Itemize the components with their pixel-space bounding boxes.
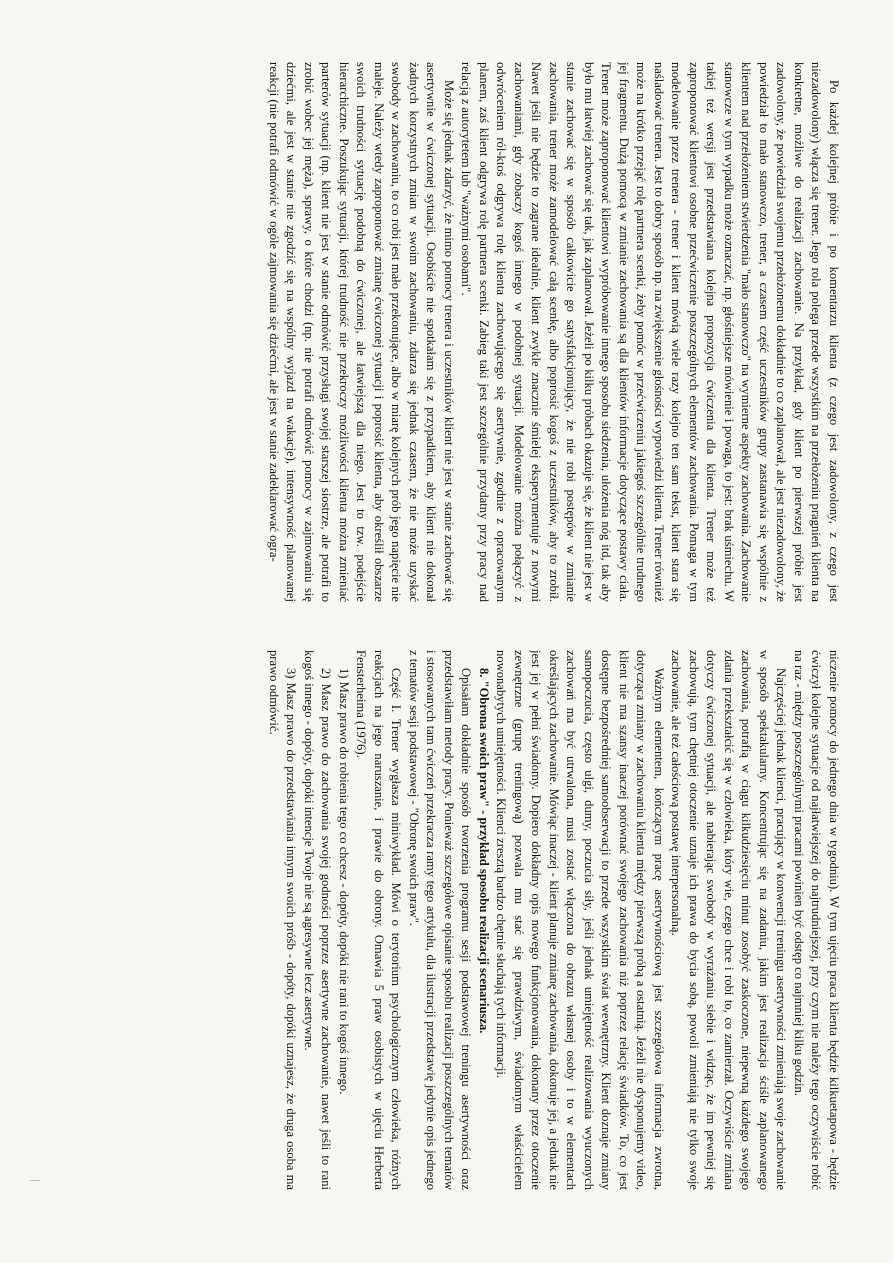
paragraph: Najczęściej jednak klienci, pracujący w konwencji treningu asertywności zmieniają swoje zachowanie w sposób spektakularny. Koncentrując się na zadaniu, jakim jest realizacja ściśle zaplanowanego zachowania, potrafią w ciągu kilkudziesięciu minut zosobyć zaskoczone, niepewną każdego swojego zdania przekształcić się w człowieka, który wie, czego chce i robi to, co zamierzał. Oczywiście zmiana dotyczy ćwiczonej sytuacji, ale nabierając swobody w wyrażaniu siebie i widząc, że im pewniej się zachowują, tym chętniej otoczenie uznaje ich prawa do bycia sobą, powoli zmieniają nie tylko swoje zachowanie, ale też całościową postawę interpersonalną.	[669, 649, 788, 1190]
list-item: 2) Masz prawo do zachowania swojej godności poprzez asertywne zachowanie, nawet jeśli to rani kogoś innego - dopóty, dopóki intencje Twoje nie są agresywne lecz asertywne.	[301, 649, 333, 1190]
left-text-column	[52, 62, 842, 602]
list-item: 1) Masz prawo do robienia tego co chcesz - dopóty, dopóki nie rani to kogoś innego.	[336, 667, 351, 1094]
paragraph: Ważnym elementem, kończącym pracę asertywnościową jest szczegółowa informacja zwrotna, dotycząca zmiany w zachowaniu klienta między pierwszą próbą a ostatnią. Jeżeli nie dysponujemy video, klient nie ma szansy inaczej porównać swojego zachowania niż poprzez relację świadków. To, co jest dostępne bezpośredniej samoobserwacji to przede wszystkim świat wewnętrzny. Klient doznaje zmiany samopoczucia, często ulgi, dumy, poczucia siły, jeśli jednak umiejętność realizowania wyuczonych zachowań ma być utrwalona, musi zostać włączona do obrazu własnej osoby i to w elementach określających zachowanie. Mówiąc inaczej - klient planuje zmianę zachowania, dokonuje jej, a jednak nie jest jej w pełni świadomy. Dopiero dokładny opis nowego funkcjonowania, dokonany przez otoczenie zewnętrzne (grupę treningową) pozwala mu stać się prawdziwym, świadomym właścicielem nowonabytych umiejętności. Klienci zresztą bardzo chętnie słuchają tych informacji.	[494, 649, 666, 1190]
section-heading: 8. "Obrona swoich praw" - przykład sposobu realizacji scenariusza.	[476, 667, 491, 1033]
right-text-column	[52, 650, 842, 1190]
rotated-text-block	[52, 62, 842, 1202]
paragraph: Opisałam dokładnie sposób tworzenia programu sesji podstawowej treningu asertywności oraz przedstawiłam metody pracy. Ponieważ szczegółowe opisanie sposobu realizacji poszczególnych tematów i stosowanych tam ćwiczeń przekracza ramy tego artykułu, dla ilustracji przedstawię jedynie opis jednego z tematów sesji podstawowej - "Obronę swoich praw".	[406, 649, 473, 1190]
paragraph: Część I. Trener wygłasza miniwykład. Mówi o terytorium psychologicznym człowieka, różnych reakcjach na jego naruszanie, i prawie do obrony. Omawia 5 praw osobistych w ujęciu Herberta Fensterheima (1976).	[354, 649, 403, 1190]
paragraph: Po każdej kolejnej próbie i po komentarzu klienta (z czego jest zadowolony, z czego jest niezadowolony) włącza się trener. Jego rola polega przede wszystkim na przełożeniu pragnień klienta na konkretne, możliwe do realizacji zachowanie. Na przykład, gdy klient po pierwszej próbie jest zadowolony, że powiedział swojemu przełożonemu dokładnie to co zaplanował, ale jest niezadowolony, że powiedział to mało stanowczo, trener, a czasem część uczestników grupy zastanawia się wspólnie z klientem nad przełożeniem stwierdzenia "mało stanowczo" na wymierne aspekty zachowania. Zachowanie stanowcze w tym wypadku może oznaczać, np. głośniejsze mówienie i powaga, to jest: brak uśmiechu. W takiej też wersji jest przedstawiana kolejna propozycja ćwiczenia dla klienta. Trener może też zaproponować klientowi osobne przećwiczenie poszczególnych elementów zachowania. Pomaga w tym modelowanie przez trenera - trener i klient mówią wiele razy kolejno ten sam tekst, klient stara się naśladować trenera. Jest to dobry sposób np. na zwiększenie głośności wypowiedzi klienta. Trener również może na krótko przejąć rolę partnera scenki, żeby pomóc w przećwiczeniu jakiegoś szczególnie trudnego jej fragmentu. Dużą pomocą w zmianie zachowania są dla klientów informacje dotyczące postawy ciała. Trener może zaproponować klientowi wypróbowanie innego sposobu siedzenia, ułożenia nóg itd, tak aby było mu łatwiej zachować się tak, jak zaplanował. Jeżeli po kilku próbach okazuje się, że klient nie jest w stanie zachować się w sposób całkowicie go satysfakcjonujący, że nie robi postępów w zmianie zachowania, trener może zamodelować całą scenkę, albo poprosić kogoś z uczestników, aby to zrobił. Nawet jeśli nie będzie to zagrane idealnie, klient zwykle znacznie śmielej eksperymentuje z nowymi zachowaniami, gdy zobaczy kogoś innego w podobnej sytuacji. Modelowanie można połączyć z odwróceniem ról-ktoś odgrywa rolę klienta zachowującego się asertywnie, zgodnie z opracowanym planem, zaś klient odgrywa rolę partnera scenki. Zabieg taki jest szczególnie przydatny przy pracy nad relacją z autorytetem lub "ważnymi osobami".	[459, 61, 841, 602]
scan-artifact	[30, 1180, 40, 1181]
paragraph-continuation: niczenie pomocy do jednego dnia w tygodniu). W tym ujęciu praca klienta będzie kilkuetapowa - będzie ćwiczył kolejne sytuacje od najłatwiejszej do najtrudniejszej, przy czym nie należy tego oczywiście robić na raz - między poszczególnymi pracami powinien być odstęp co najmniej kilku godzin.	[791, 649, 841, 1190]
list-item: 3) Masz prawo do przedstawiania innym swoich próśb - dopóty, dopóki uznajesz, że druga osoba ma prawo odmówić.	[266, 649, 298, 1190]
paragraph: Może się jednak zdarzyć, że mimo pomocy trenera i uczestników klient nie jest w stanie zachować się asertywnie w ćwiczonej sytuacji. Osobiście nie spotkałam się z przypadkiem, aby klient nie dokonał żadnych korzystnych zmian w swoim zachowaniu, zdarza się jednak czasem, że nie może uzyskać swobody w zachowaniu, to co robi jest mało przekonujące, albo w miarę kolejnych prób jego napięcie nie maleje. Należy wtedy zaproponować zmianę ćwiczonej sytuacji i poprosić klienta, aby określił obszarze swoich trudności sytuację podobną do ćwiczonej, ale łatwiejszą dla niego. Jest to tzw. podejście hierarchiczne. Poszukując sytuacji, której trudność nie przekroczy możliwości klienta można zmieniać parterów sytuacji (np. klient nie jest w stanie odmówić przysługi swojej starszej siostrze, ale potrafi to zrobić wobec jej męża), sprawy, o które chodzi (np. nie potrafi odmówić pomocy w zajmowaniu się dziećmi, ale jest w stanie nie zgodzić się na wspólny wyjazd na wakacje), intensywność planowanej reakcji (nie potrafi odmówić w ogóle zajmowania się dziećmi, ale jest w stanie zadeklarować ogra-	[266, 61, 456, 602]
